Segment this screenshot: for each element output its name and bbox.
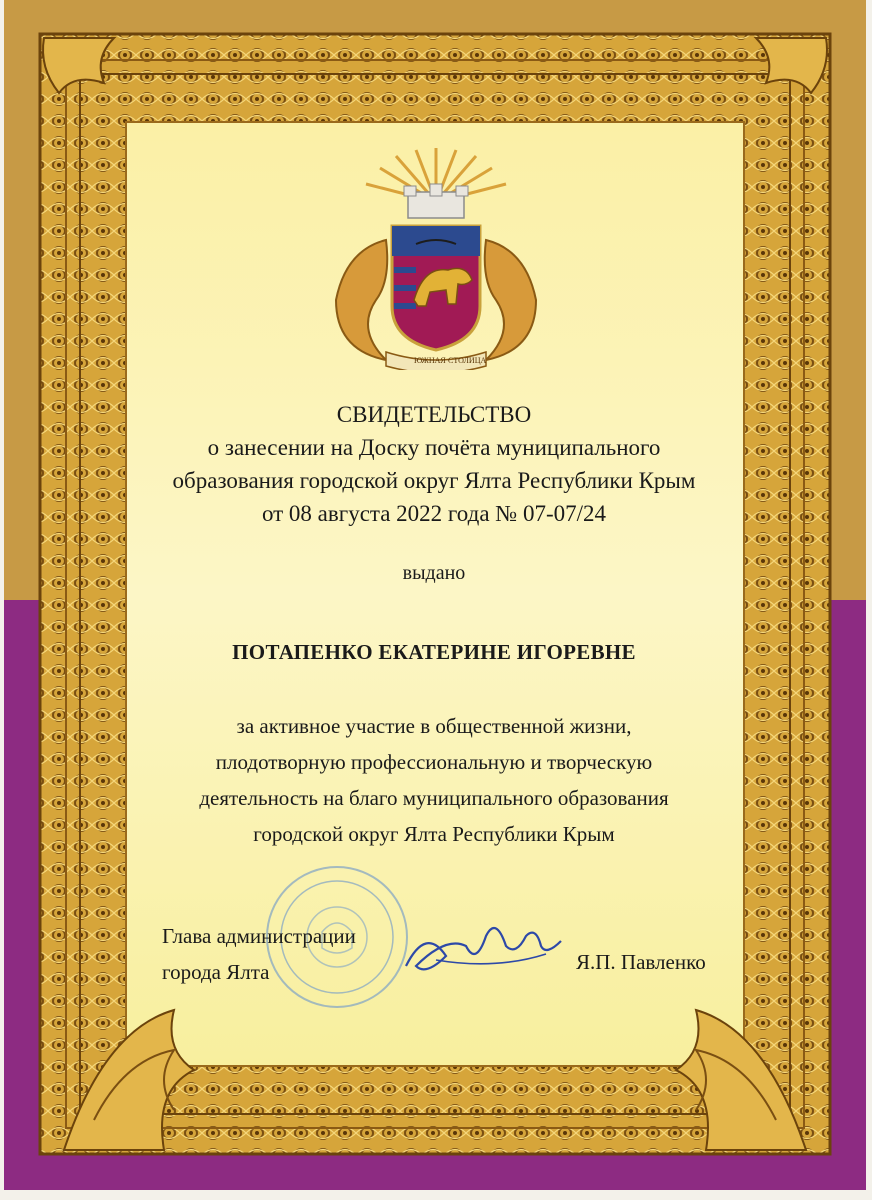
subheading-line: от 08 августа 2022 года № 07-07/24 — [261, 501, 607, 526]
motto-left: ЮЖНАЯ — [414, 356, 446, 365]
signer-position-line: города Ялта — [162, 960, 270, 984]
reason-line: деятельность на благо муниципального образования — [199, 786, 669, 810]
certificate-title-block — [124, 398, 744, 530]
motto-right: СТОЛИЦА — [448, 356, 487, 365]
subheading-line: о занесении на Доску почёта муниципального — [207, 435, 661, 460]
signer-name: Я.П. Павленко — [576, 950, 706, 974]
reason-line: за активное участие в общественной жизни, — [236, 714, 632, 738]
reason-line: плодотворную профессиональную и творческую — [215, 750, 653, 774]
issued-label: выдано — [402, 562, 466, 584]
signer-position — [162, 918, 356, 990]
signer-position-line: Глава администрации — [162, 924, 356, 948]
recipient-name: ПОТАПЕНКО ЕКАТЕРИНЕ ИГОРЕВНЕ — [232, 640, 636, 664]
certificate-heading: СВИДЕТЕЛЬСТВО — [336, 402, 532, 427]
award-reason — [124, 708, 744, 852]
subheading-line: образования городской округ Ялта Республики Крым — [172, 468, 696, 493]
reason-line: городской округ Ялта Республики Крым — [253, 822, 615, 846]
city-coat-of-arms — [316, 140, 556, 370]
handwritten-signature — [396, 916, 566, 986]
certificate-page — [4, 0, 866, 1190]
